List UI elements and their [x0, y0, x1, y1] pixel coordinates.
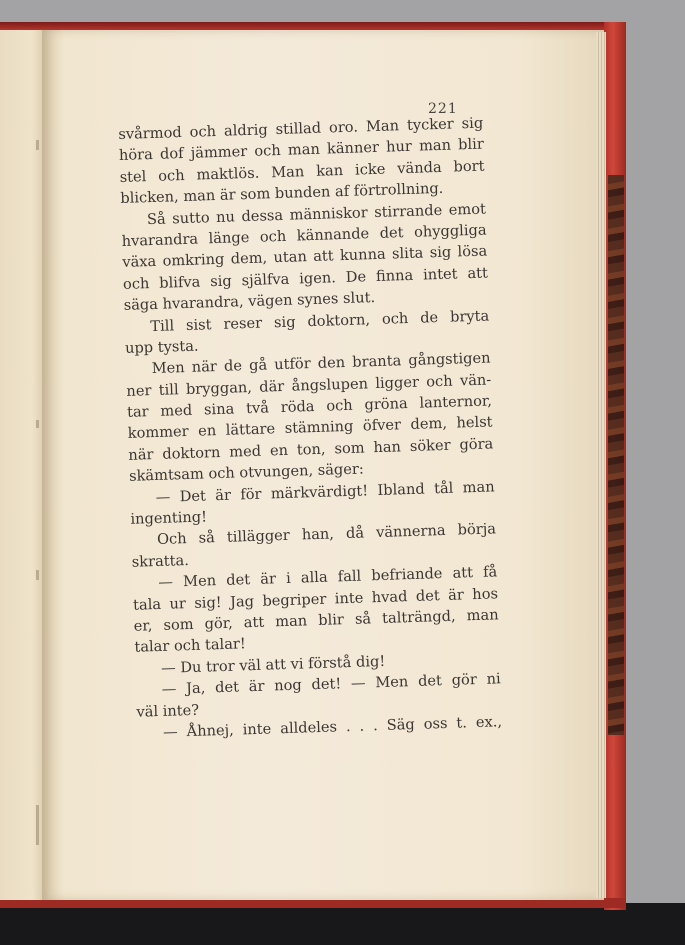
text-line: och blifva sig själfva igen. De finna intet att	[122, 264, 489, 293]
text-line: höra dof jämmer och man känner hur man blir	[118, 135, 485, 165]
page-block-edges	[596, 32, 606, 898]
text-line: — Det är för märkvärdigt! Ibland tål man	[155, 477, 495, 506]
text-line: Och så tillägger han, då vännerna börja	[156, 520, 497, 549]
text-line: ingenting!	[130, 508, 208, 528]
text-line: växa omkring dem, utan att kunna slita sig lösa	[122, 242, 488, 272]
text-line: — Men det är i alla fall befriande att få	[158, 563, 498, 592]
binding-thread	[36, 570, 39, 580]
text-line: väl inte?	[136, 701, 200, 721]
page-number: 221	[428, 101, 458, 117]
text-line: tar med sina två röda och gröna lanternor,	[126, 392, 493, 421]
text-line: upp tysta.	[124, 337, 199, 357]
text-line: stel och maktlös. Man kan icke vända bort	[119, 157, 485, 186]
page-text	[118, 113, 502, 744]
text-line: kommer en lättare stämning öfver dem, helst	[127, 413, 493, 443]
scan-backdrop	[0, 903, 685, 945]
text-line: skämtsam och otvungen, säger:	[128, 460, 365, 486]
binding-thread	[36, 805, 39, 845]
text-line: hvarandra länge och kännande det ohyggliga	[121, 221, 487, 250]
text-line: — Åhnej, inte alldeles . . . Säg oss t. ex.,	[162, 713, 503, 741]
text-line: Till sist reser sig doktorn, och de bryta	[150, 306, 490, 335]
text-line: när doktorn med en ton, som han söker göra	[128, 435, 494, 464]
book-spine-marbling	[608, 175, 624, 735]
text-line: talar och talar!	[134, 635, 246, 657]
text-line: svårmod och aldrig stillad oro. Man tycker sig	[118, 114, 484, 143]
text-line: — Ja, det är nog det! — Men det gör ni	[161, 670, 501, 699]
previous-page-strip	[0, 30, 46, 900]
text-line: tala ur sig! Jag begriper inte hvad det är hos	[132, 584, 499, 614]
text-line: skratta.	[131, 551, 190, 571]
text-line: er, som gör, att man blir så talträngd, man	[133, 606, 499, 635]
binding-thread	[36, 140, 39, 150]
text-line: blicken, man är som bunden af förtrollning.	[120, 179, 444, 208]
text-line: Så sutto nu dessa människor stirrande emot	[146, 200, 487, 228]
binding-thread	[36, 420, 39, 428]
text-line: — Du tror väl att vi förstå dig!	[160, 652, 386, 677]
text-line: ner till bryggan, där ångslupen ligger och vän-	[126, 371, 492, 400]
text-line: Men när de gå utför den branta gångstigen	[151, 349, 491, 378]
text-line: säga hvarandra, vägen synes slut.	[123, 289, 376, 315]
